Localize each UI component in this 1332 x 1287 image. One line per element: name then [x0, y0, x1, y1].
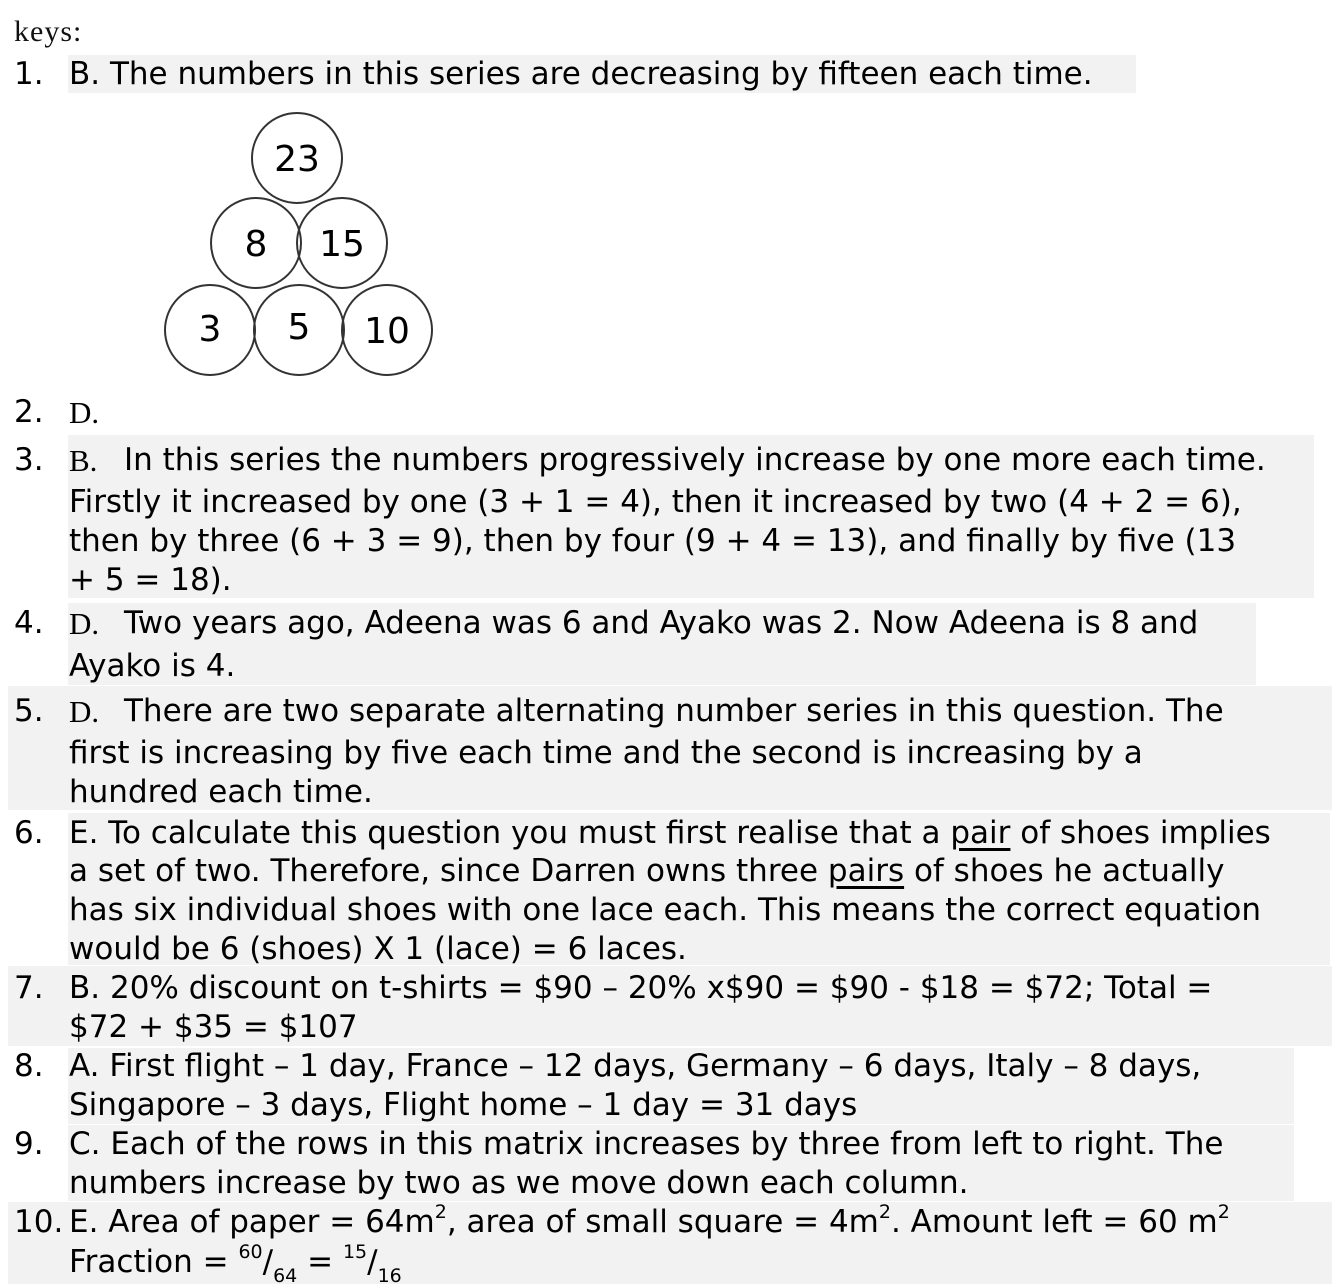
item-6-line-1b: of shoes implies [1010, 815, 1271, 851]
item-3-line-1: In this series the numbers progressively increase by one more each time. [124, 442, 1266, 478]
item-6-line-3: has six individual shoes with one lace each. This means the correct equation [69, 892, 1261, 928]
item-7-line-1: B. 20% discount on t-shirts = $90 – 20% x$90 = $90 - $18 = $72; Total = [69, 970, 1213, 1006]
item-5-line-1: There are two separate alternating number series in this question. The [124, 693, 1224, 729]
keys-heading: keys: [14, 15, 83, 48]
fraction-label: Fraction = [69, 1244, 239, 1280]
number-pyramid-diagram [160, 108, 440, 383]
item-3-answer: B. [69, 443, 98, 478]
item-3-line-3: then by three (6 + 3 = 9), then by four (9 + 4 = 13), and finally by five (13 [69, 523, 1237, 559]
item-4-line-2: Ayako is 4. [69, 648, 236, 684]
item-10-line-1 [69, 1203, 1230, 1242]
equals-sign: = [297, 1244, 343, 1280]
item-9-line-1: C. Each of the rows in this matrix increases by three from left to right. The [69, 1126, 1224, 1162]
item-number: 6. [14, 815, 44, 851]
pyramid-bottom-left-value: 3 [198, 309, 222, 350]
item-2-answer: D. [69, 395, 100, 430]
item-5-line-3: hundred each time. [69, 774, 373, 810]
pairs-underlined: pairs [827, 853, 905, 889]
superscript: 2 [1217, 1201, 1230, 1223]
item-3-line-2: Firstly it increased by one (3 + 1 = 4), then it increased by two (4 + 2 = 6), [69, 484, 1242, 520]
superscript: 2 [878, 1201, 891, 1223]
item-number: 5. [14, 693, 44, 729]
fraction-2-denominator: 16 [377, 1265, 402, 1287]
item-8-line-1: A. First flight – 1 day, France – 12 days, Germany – 6 days, Italy – 8 days, [69, 1048, 1202, 1084]
item-number: 1. [14, 56, 44, 92]
pyramid-middle-right-value: 15 [319, 224, 365, 265]
item-1-text: B. The numbers in this series are decreasing by fifteen each time. [69, 56, 1093, 92]
item-6-line-2b: of shoes he actually [904, 853, 1225, 889]
item-7-line-2: $72 + $35 = $107 [69, 1009, 358, 1045]
item-4-line-1: Two years ago, Adeena was 6 and Ayako was 2. Now Adeena is 8 and [124, 605, 1199, 641]
item-8-line-2: Singapore – 3 days, Flight home – 1 day = 31 days [69, 1087, 858, 1123]
pair-underlined: pair [950, 815, 1011, 851]
pyramid-top-value: 23 [274, 139, 320, 180]
area-text-a: E. Area of paper = 64m [69, 1204, 435, 1240]
item-number: 10. [14, 1204, 64, 1240]
fraction-1-denominator: 64 [273, 1265, 298, 1287]
item-number: 9. [14, 1126, 44, 1162]
fraction-2-numerator: 15 [342, 1241, 368, 1263]
pyramid-middle-left-value: 8 [244, 224, 268, 265]
item-number: 2. [14, 394, 44, 430]
pyramid-bottom-right-value: 10 [364, 311, 410, 352]
item-4-answer: D. [69, 606, 100, 641]
item-6-line-4: would be 6 (shoes) X 1 (lace) = 6 laces. [69, 931, 687, 967]
area-text-c: . Amount left = 60 m [890, 1204, 1218, 1240]
item-6-line-1 [69, 814, 1271, 853]
item-6-line-1a: E. To calculate this question you must first realise that a [69, 815, 951, 851]
item-6-line-2a: a set of two. Therefore, since Darren owns three [69, 853, 828, 889]
item-number: 4. [14, 605, 44, 641]
pyramid-bottom-center-value: 5 [287, 307, 311, 348]
area-text-b: , area of small square = 4m [446, 1204, 879, 1240]
item-5-line-2: first is increasing by five each time and the second is increasing by a [69, 735, 1143, 771]
item-number: 3. [14, 442, 44, 478]
item-5-answer: D. [69, 694, 100, 729]
item-3-line-4: + 5 = 18). [69, 562, 232, 598]
item-number: 8. [14, 1048, 44, 1084]
item-number: 7. [14, 970, 44, 1006]
item-9-line-2: numbers increase by two as we move down each column. [69, 1165, 969, 1201]
item-10-line-2: Fraction = $^{60}/_{64} = ^{15}/_{16}$ [69, 1241, 402, 1287]
fraction-1-numerator: 60 [238, 1241, 263, 1263]
item-6-line-2 [69, 852, 1225, 891]
superscript: 2 [434, 1201, 447, 1223]
